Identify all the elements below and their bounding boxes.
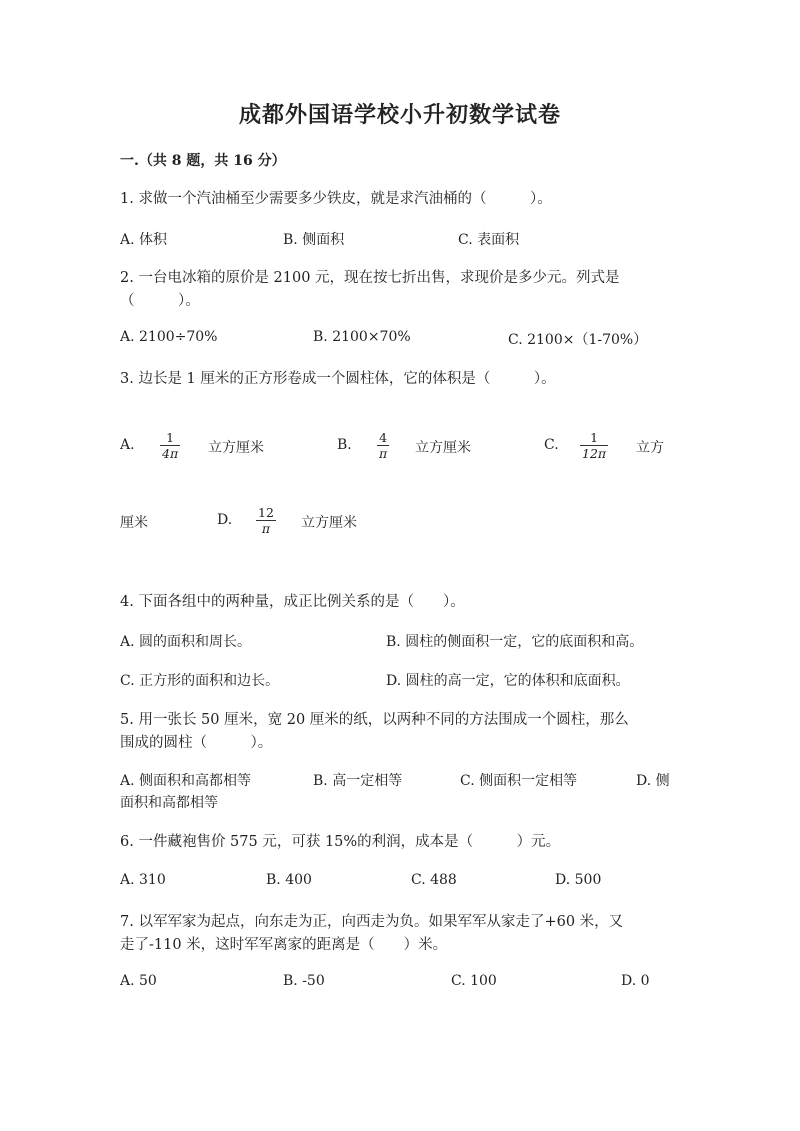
fraction-denominator: π [261,521,271,536]
question-7-line-1: 7. 以军军家为起点，向东走为正，向西走为负。如果军军从家走了+60 米，又 [120,914,624,930]
q4-option-a: A. 圆的面积和周长。 [120,634,252,650]
section-header: 一.（共 8 题，共 16 分） [120,153,286,169]
q3-option-a-label: A. [120,437,135,453]
question-4: 4. 下面各组中的两种量，成正比例关系的是（ ）。 [120,594,465,610]
q3-option-b-label: B. [337,437,352,453]
fraction-denominator: π [379,446,388,461]
question-6: 6. 一件藏袍售价 575 元，可获 15%的利润，成本是（ ）元。 [120,834,561,850]
q7-option-b: B. -50 [283,973,325,989]
q3-option-c-unit: 立方 [636,440,664,456]
q3-option-c-label: C. [544,437,559,453]
q3-option-b-unit: 立方厘米 [415,440,471,456]
q6-option-d: D. 500 [555,872,602,888]
fraction-numerator: 1 [166,430,175,445]
q7-option-d: D. 0 [621,973,650,989]
q3-option-d-label: D. [217,512,233,528]
q6-option-a: A. 310 [120,872,166,888]
question-2-line-1: 2. 一台电冰箱的原价是 2100 元，现在按七折出售，求现价是多少元。列式是 [120,270,620,286]
question-2-line-2: （ ）。 [120,293,200,309]
q2-option-c: C. 2100×（1-70%） [508,332,648,348]
q6-option-b: B. 400 [266,872,312,888]
q3-option-c-unit-continued: 厘米 [120,515,148,531]
q3-option-d-fraction [256,505,276,536]
q5-option-b: B. 高一定相等 [313,773,403,789]
q4-option-b: B. 圆柱的侧面积一定，它的底面积和高。 [386,634,644,650]
q5-option-a: A. 侧面积和高都相等 [120,773,252,789]
q7-option-a: A. 50 [120,973,157,989]
q5-option-d: D. 侧 [636,773,670,789]
question-7-line-2: 走了-110 米，这时军军离家的距离是（ ）米。 [120,937,448,953]
question-1: 1. 求做一个汽油桶至少需要多少铁皮，就是求汽油桶的（ ）。 [120,191,552,207]
q5-option-d-continued: 面积和高都相等 [120,795,218,811]
q1-option-c: C. 表面积 [458,232,520,248]
fraction-numerator: 1 [590,430,599,445]
q3-option-d-unit: 立方厘米 [301,515,357,531]
question-3: 3. 边长是 1 厘米的正方形卷成一个圆柱体，它的体积是（ ）。 [120,371,556,387]
q3-option-a-unit: 立方厘米 [208,440,264,456]
q5-option-c: C. 侧面积一定相等 [460,773,578,789]
q2-option-a: A. 2100÷70% [120,329,218,345]
fraction-numerator: 12 [258,505,274,520]
q4-option-d: D. 圆柱的高一定，它的体积和底面积。 [386,673,630,689]
q6-option-c: C. 488 [411,872,457,888]
fraction-numerator: 4 [379,430,388,445]
q1-option-b: B. 侧面积 [283,232,345,248]
q1-option-a: A. 体积 [120,232,168,248]
q4-option-c: C. 正方形的面积和边长。 [120,673,280,689]
q7-option-c: C. 100 [451,973,497,989]
question-5-line-2: 围成的圆柱（ ）。 [120,735,273,751]
q3-option-c-fraction [580,430,608,461]
q2-option-b: B. 2100×70% [313,329,411,345]
question-5-line-1: 5. 用一张长 50 厘米，宽 20 厘米的纸，以两种不同的方法围成一个圆柱，那么 [120,712,629,728]
q3-option-a-fraction [160,430,180,461]
fraction-denominator: 12π [582,446,607,461]
fraction-denominator: 4π [162,446,179,461]
page-title: 成都外国语学校小升初数学试卷 [238,102,561,128]
q3-option-b-fraction [377,430,389,461]
